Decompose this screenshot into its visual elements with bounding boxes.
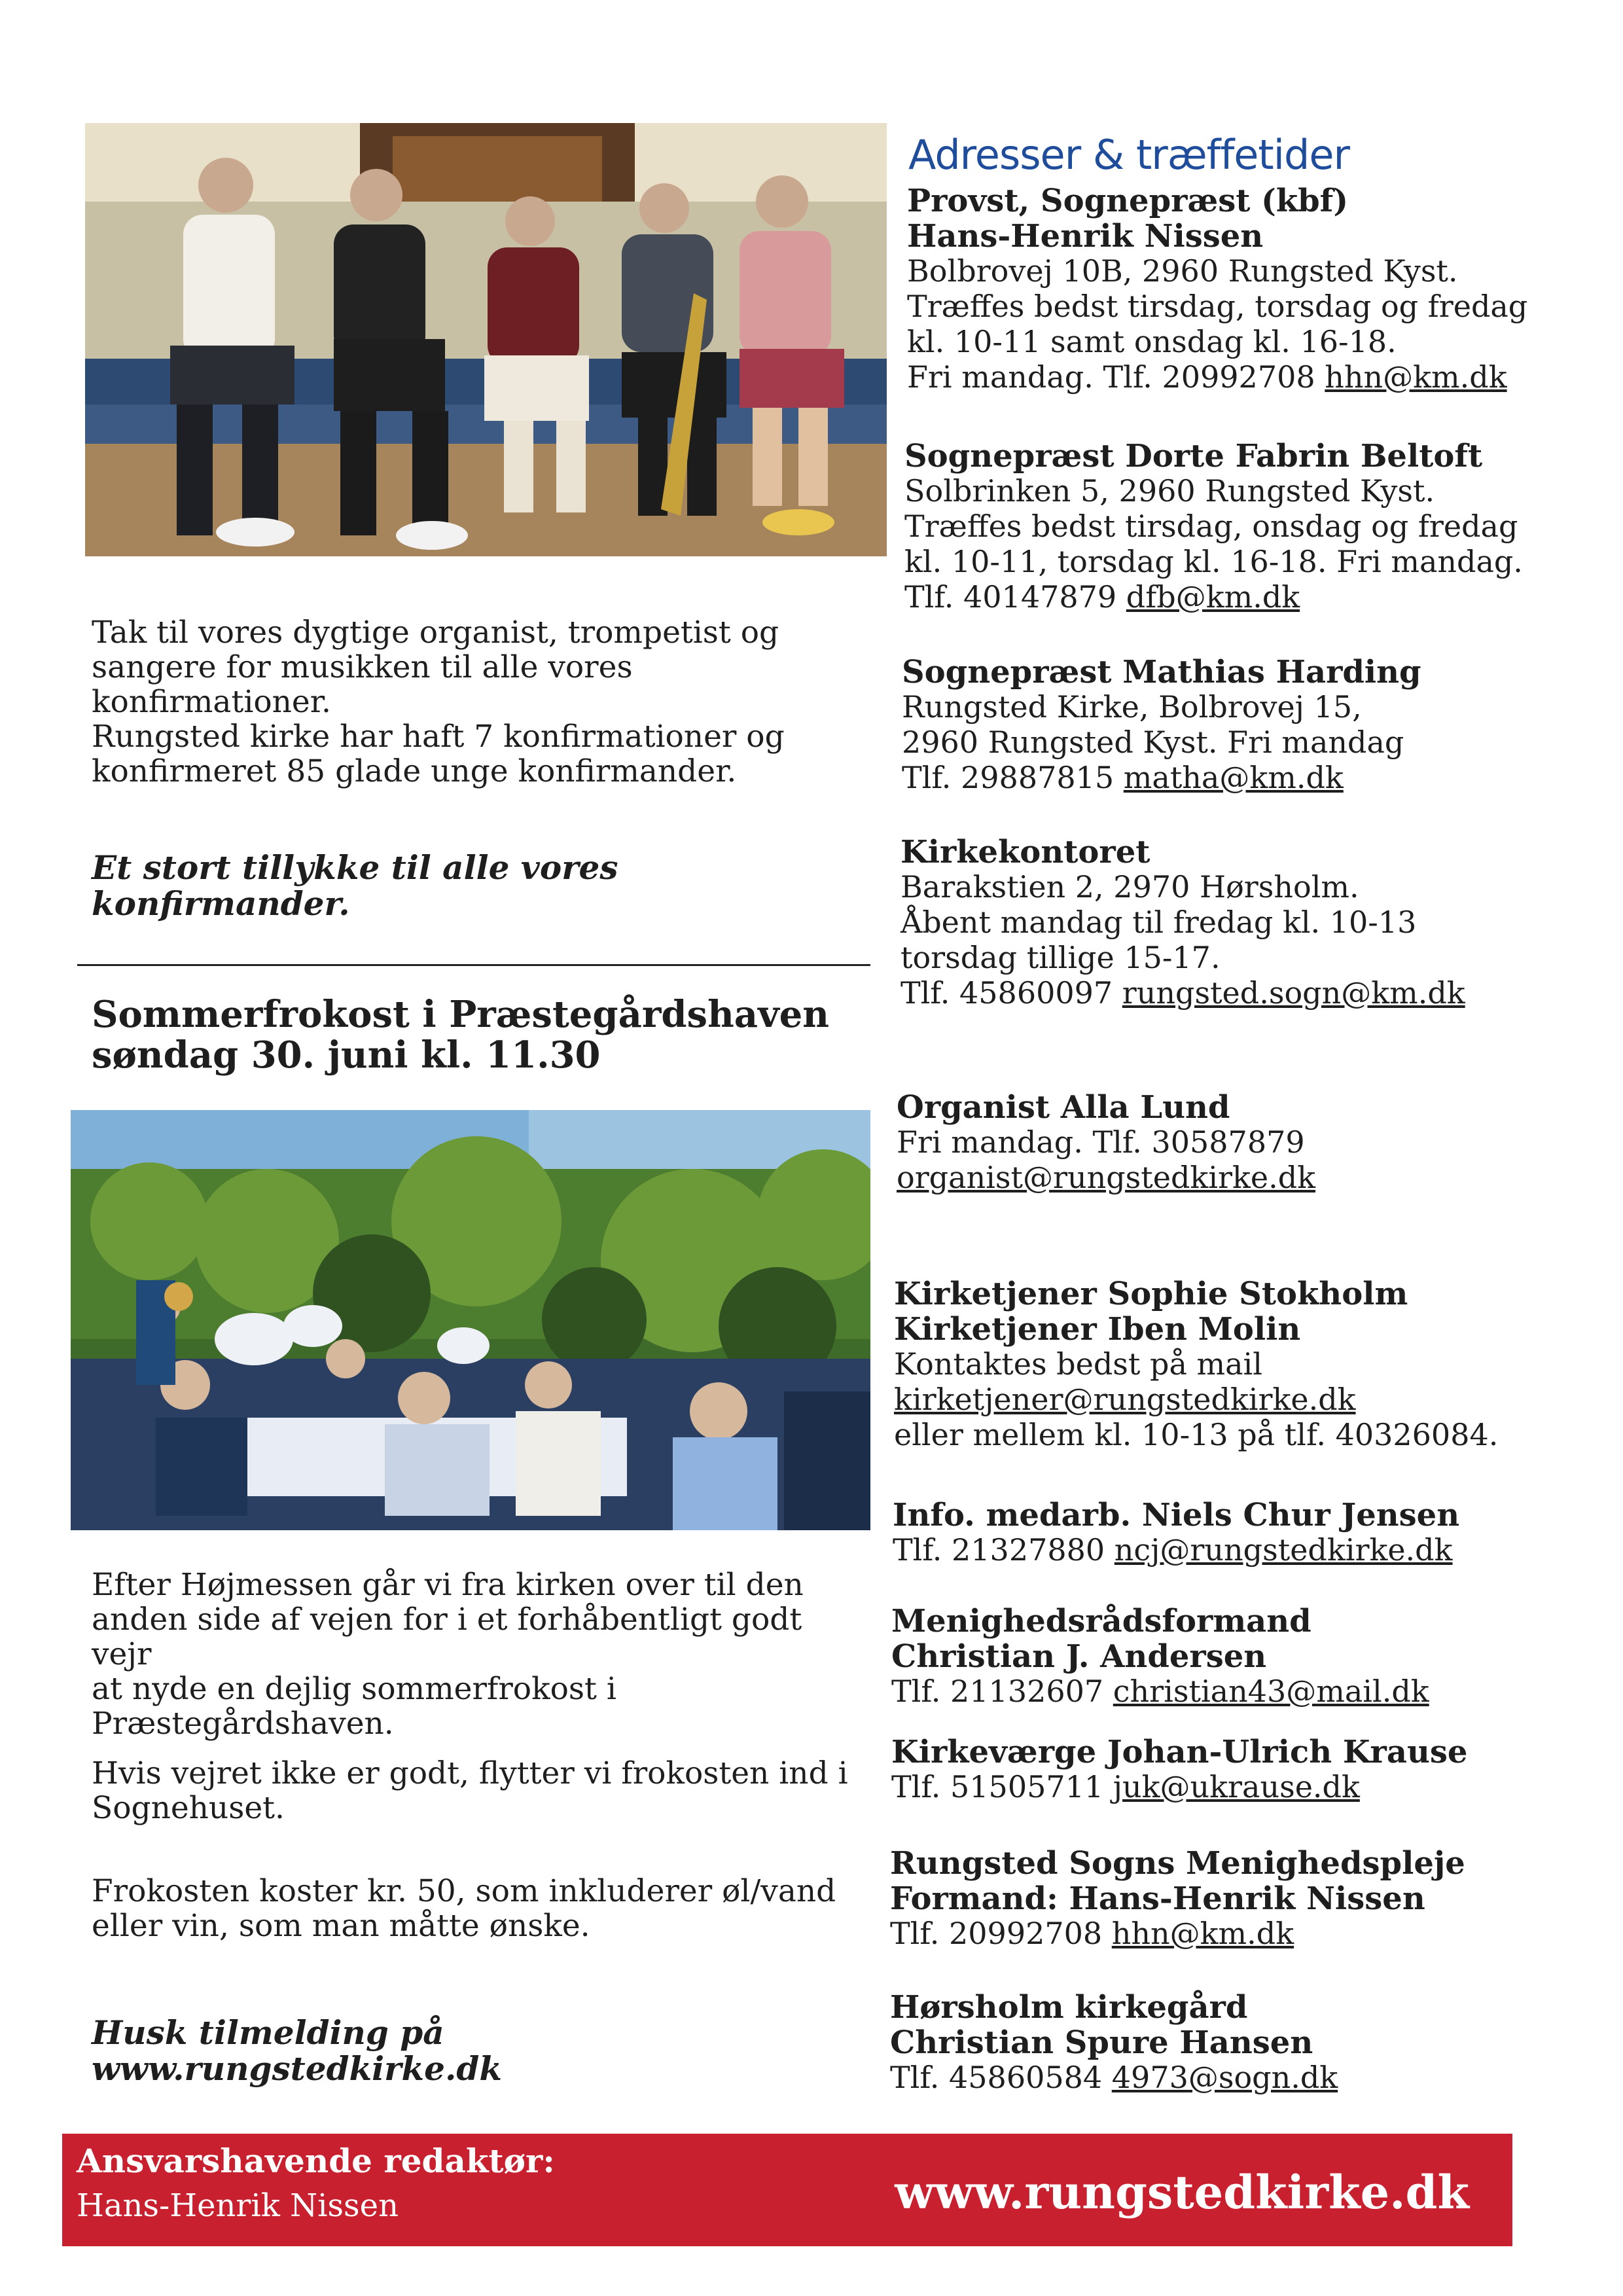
contact-name: Rungsted Sogns Menighedspleje (890, 1845, 1465, 1882)
contact-name: Christian J. Andersen (891, 1638, 1267, 1676)
contact-tel-line (893, 1533, 1547, 1568)
contact-entry (907, 183, 1561, 395)
event-description (92, 1568, 864, 1742)
contact-tel: Tlf. 51505711 (891, 1769, 1104, 1805)
email-link[interactable]: hhn@km.dk (1325, 359, 1507, 395)
contact-tel: Tlf. 29887815 (902, 759, 1115, 795)
garden-lunch-photo (71, 1110, 870, 1530)
contact-detail: Træffes bedst tirsdag, torsdag og fredag (907, 289, 1528, 325)
contact-tel: Tlf. 21327880 (893, 1532, 1105, 1568)
intro-line: konfirmeret 85 glade unge konfirmander. (92, 753, 737, 790)
email-link[interactable]: kirketjener@rungstedkirke.dk (894, 1382, 1356, 1418)
event-line: eller vin, som man måtte ønske. (92, 1908, 590, 1945)
contact-name: Organist Alla Lund (897, 1089, 1230, 1126)
contact-detail: Rungsted Kirke, Bolbrovej 15, (902, 689, 1362, 725)
intro-text (92, 615, 864, 789)
contact-name: Formand: Hans-Henrik Nissen (890, 1880, 1425, 1918)
contact-detail: eller mellem kl. 10-13 på tlf. 40326084. (894, 1417, 1499, 1453)
contact-detail: Træffes bedst tirsdag, onsdag og fredag (904, 509, 1518, 545)
contact-name: Hans-Henrik Nissen (907, 218, 1264, 255)
email-link[interactable]: juk@ukrause.dk (1113, 1769, 1360, 1805)
musicians-photo (85, 123, 887, 556)
reminder-link[interactable]: www.rungstedkirke.dk (92, 2049, 502, 2088)
contact-detail: Åbent mandag til fredag kl. 10-13 (901, 905, 1417, 941)
email-link[interactable]: matha@km.dk (1123, 759, 1344, 795)
intro-line: Rungsted kirke har haft 7 konfirmationer og (92, 719, 785, 755)
event-line: Hvis vejret ikke er godt, flytter vi frokosten ind i (92, 1755, 848, 1791)
contact-entry (901, 834, 1555, 1011)
contact-detail: kl. 10-11, torsdag kl. 16-18. Fri mandag. (904, 543, 1523, 579)
contact-tel: Fri mandag. Tlf. 20992708 (907, 359, 1315, 395)
event-line: Sognehuset. (92, 1790, 285, 1827)
contact-tel-line (901, 976, 1555, 1011)
contact-detail: Solbrinken 5, 2960 Rungsted Kyst. (904, 473, 1435, 509)
email-link[interactable]: ncj@rungstedkirke.dk (1114, 1532, 1453, 1568)
contact-name: Kirketjener Iben Molin (894, 1311, 1301, 1348)
contact-detail: kl. 10-11 samt onsdag kl. 16-18. (907, 324, 1397, 360)
event-title: Sommerfrokost i Præstegårdshaven (92, 993, 829, 1036)
contact-name: Christian Spure Hansen (890, 2024, 1313, 2062)
contact-name: Sognepræst Mathias Harding (902, 654, 1421, 691)
contact-name: Provst, Sognepræst (kbf) (907, 183, 1349, 219)
contact-name: Kirkeværge Johan-Ulrich Krause (891, 1734, 1468, 1770)
contacts-list (890, 183, 1544, 2114)
event-date: søndag 30. juni kl. 11.30 (92, 1033, 601, 1077)
event-reminder (92, 2015, 864, 2087)
contact-tel: Tlf. 20992708 (890, 1916, 1103, 1952)
contact-detail: Barakstien 2, 2970 Hørsholm. (901, 869, 1359, 905)
website-link[interactable]: www.rungstedkirke.dk (895, 2165, 1469, 2219)
contacts-section (890, 131, 1544, 179)
contact-entry (894, 1276, 1548, 1453)
contact-entry (890, 1846, 1544, 1952)
contact-tel-line (890, 1916, 1544, 1952)
contact-tel: Tlf. 21132607 (891, 1674, 1104, 1710)
contact-name: Hørsholm kirkegård (890, 1989, 1248, 2026)
contact-entry (897, 1090, 1551, 1196)
congrats-line: Et stort tillykke til alle vores (92, 848, 618, 887)
email-link[interactable]: organist@rungstedkirke.dk (897, 1160, 1316, 1196)
email-link[interactable]: 4973@sogn.dk (1111, 2060, 1338, 2096)
event-line: Efter Højmessen går vi fra kirken over til den (92, 1567, 804, 1603)
contact-name: Info. medarb. Niels Chur Jensen (893, 1497, 1460, 1534)
editor-label: Ansvarshavende redaktør: (77, 2142, 555, 2180)
contact-detail: torsdag tillige 15-17. (901, 939, 1221, 975)
contact-detail: Bolbrovej 10B, 2960 Rungsted Kyst. (907, 253, 1458, 289)
email-link[interactable]: hhn@km.dk (1111, 1916, 1294, 1952)
congrats-line: konfirmander. (92, 884, 350, 923)
contact-entry (891, 1734, 1546, 1805)
contact-tel: Tlf. 45860584 (890, 2060, 1103, 2096)
event-weather-note (92, 1756, 864, 1825)
divider-rule (77, 964, 870, 966)
congratulations (92, 850, 864, 922)
contact-tel-line (891, 1674, 1546, 1710)
section-title: Adresser & træffetider (908, 131, 1349, 179)
intro-line: Tak til vores dygtige organist, trompetist og (92, 615, 779, 651)
contact-name: Kirketjener Sophie Stokholm (894, 1276, 1408, 1312)
contact-entry (890, 1990, 1544, 2096)
event-line: Præstegårdshaven. (92, 1706, 394, 1742)
reminder-line: Husk tilmelding på (92, 2013, 444, 2052)
contact-name: Sognepræst Dorte Fabrin Beltoft (904, 438, 1483, 475)
email-link[interactable]: rungsted.sogn@km.dk (1122, 975, 1465, 1011)
editor-name: Hans-Henrik Nissen (77, 2187, 399, 2224)
contact-detail: Fri mandag. Tlf. 30587879 (897, 1124, 1305, 1160)
event-line: Frokosten koster kr. 50, som inkluderer øl/vand (92, 1873, 836, 1909)
contact-tel-line (902, 761, 1556, 796)
contact-entry (891, 1604, 1546, 1710)
email-link[interactable]: dfb@km.dk (1126, 579, 1300, 615)
intro-line: sangere for musikken til alle vores (92, 649, 633, 686)
contact-detail: 2960 Rungsted Kyst. Fri mandag (902, 725, 1404, 761)
event-line: anden side af vejen for i et forhåbentligt godt vejr (92, 1602, 802, 1673)
event-heading (92, 995, 864, 1075)
email-link[interactable]: christian43@mail.dk (1113, 1674, 1429, 1710)
contact-entry (902, 655, 1556, 796)
contact-entry (893, 1498, 1547, 1568)
contact-tel: Tlf. 40147879 (904, 579, 1117, 615)
contact-tel-line (907, 360, 1561, 395)
contact-name: Menighedsrådsformand (891, 1603, 1311, 1640)
contact-tel-line (904, 580, 1559, 615)
contact-tel-line (890, 2060, 1544, 2096)
contact-entry (904, 439, 1559, 615)
event-line: at nyde en dejlig sommerfrokost i (92, 1671, 616, 1708)
footer-bar (62, 2134, 1512, 2246)
contact-name: Kirkekontoret (901, 834, 1150, 870)
contact-tel-line (891, 1770, 1546, 1805)
event-price-note (92, 1874, 864, 1943)
intro-line: konfirmationer. (92, 684, 331, 721)
contact-tel: Tlf. 45860097 (901, 975, 1113, 1011)
contact-detail: Kontaktes bedst på mail (894, 1346, 1262, 1382)
